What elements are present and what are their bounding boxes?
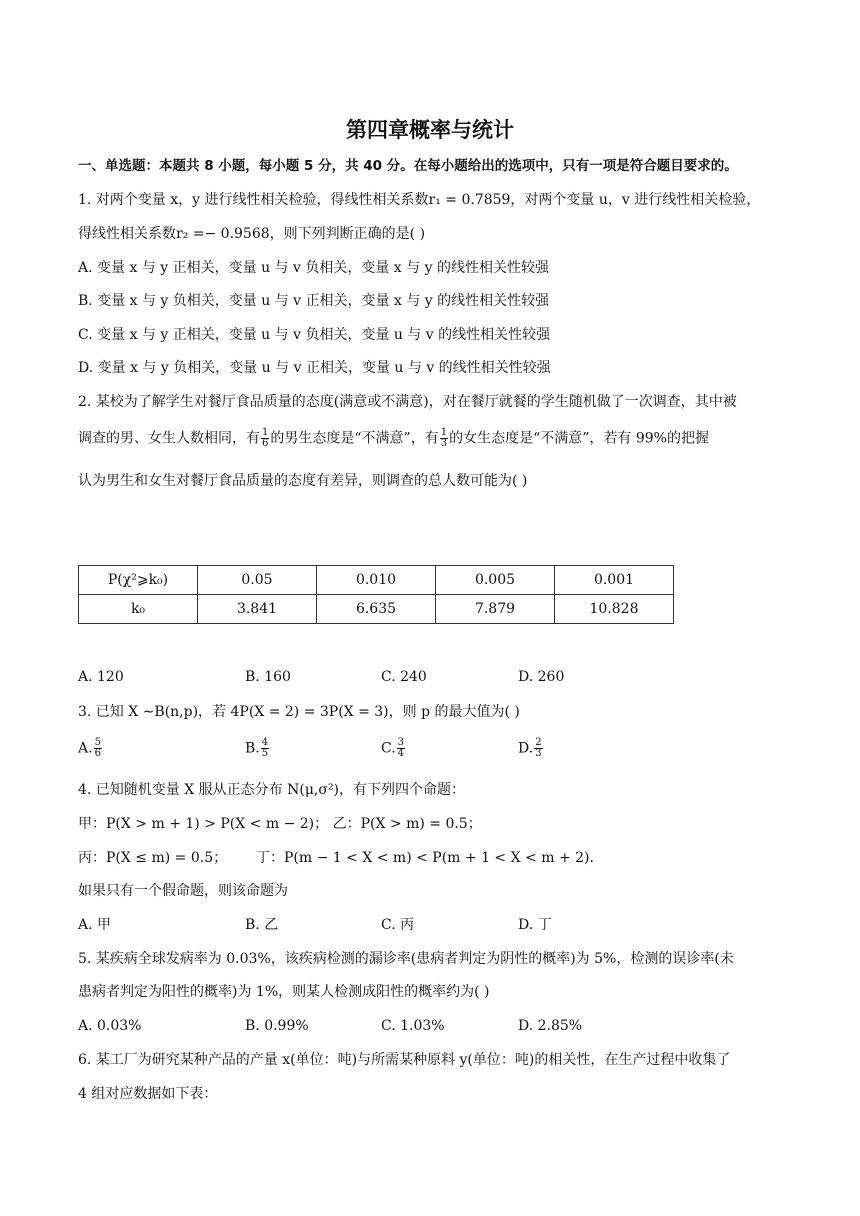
q2-text-b: 的男生态度是“不满意”，有 [270,430,439,447]
q6-stem-line1: 6. 某工厂为研究某种产品的产量 x(单位：吨)与所需某种原料 y(单位：吨)的相关性，在生产过程中收集了 [78,1052,731,1068]
fraction-one-sixth: $\frac{1}{6}$ [262,427,269,449]
q4-proposition-jia-yi: 甲：P(X > m + 1) > P(X < m − 2)； 乙：P(X > m) = 0.5； [78,816,482,832]
q1-option-d: D. 变量 x 与 y 负相关，变量 u 与 v 正相关，变量 u 与 v 的线性相关性较强 [78,360,551,376]
table-cell: k₀ [79,595,198,624]
q1-stem-line2: 得线性相关系数r₂ =− 0.9568，则下列判断正确的是( ) [78,226,426,242]
q4-proposition-ding: 丁：P(m − 1 < X < m) < P(m + 1 < X < m + 2). [256,850,594,866]
table-row [79,566,674,595]
table-cell: 10.828 [555,595,674,624]
section-heading: 一、单选题：本题共 8 小题，每小题 5 分，共 40 分。在每小题给出的选项中，只有一项是符合题目要求的。 [78,158,738,174]
chi-square-table [78,565,674,624]
table-cell: 7.879 [436,595,555,624]
q4-question: 如果只有一个假命题，则该命题为 [78,883,288,899]
q5-stem-line1: 5. 某疾病全球发病率为 0.03%，该疾病检测的漏诊率(患病者判定为阴性的概率)为 5%，检测的误诊率(未 [78,951,734,967]
q5-stem-line2: 患病者判定为阳性的概率)为 1%，则某人检测成阳性的概率约为( ) [78,984,490,1000]
q4-option-b: B. 乙 [245,917,279,933]
q3-options [78,738,778,766]
q5-option-d: D. 2.85% [518,1018,583,1034]
q4-option-c: C. 丙 [381,917,415,933]
q2-option-a: A. 120 [78,669,124,685]
q5-option-a: A. 0.03% [78,1018,142,1034]
table-cell: 0.05 [198,566,317,595]
q6-stem-line2: 4 组对应数据如下表： [78,1086,218,1102]
q3-option-d: D. $\frac{2}{3}$ [518,737,542,759]
q4-option-d: D. 丁 [518,917,552,933]
q5-option-b: B. 0.99% [245,1018,309,1034]
q4-proposition-bing: 丙：P(X ≤ m) = 0.5； [78,850,228,866]
table-cell: 0.001 [555,566,674,595]
q3-stem: 3. 已知 X ∼B(n,p)，若 4P(X = 2) = 3P(X = 3)，则 p 的最大值为( ) [78,704,520,720]
q1-option-b: B. 变量 x 与 y 负相关，变量 u 与 v 正相关，变量 x 与 y 的线性相关性较强 [78,293,550,309]
q5-options [78,1016,778,1036]
q2-stem-line2 [78,428,709,449]
q4-option-a: A. 甲 [78,917,112,933]
q3-option-c: C. $\frac{3}{4}$ [381,737,405,759]
q3-option-a: A. $\frac{5}{6}$ [78,737,101,759]
q2-option-b: B. 160 [245,669,291,685]
fraction-one-third: $\frac{1}{3}$ [440,427,448,449]
q4-stem: 4. 已知随机变量 X 服从正态分布 N(μ,σ²)，有下列四个命题： [78,782,466,798]
q3-option-b: B. $\frac{4}{5}$ [245,737,269,759]
q2-option-c: C. 240 [381,669,427,685]
q2-options [78,667,778,687]
table-cell: 3.841 [198,595,317,624]
q2-text-c: 的女生态度是“不满意”，若有 99%的把握 [449,430,709,447]
q2-stem-line3: 认为男生和女生对餐厅食品质量的态度有差异，则调查的总人数可能为( ) [78,473,528,489]
table-row [79,595,674,624]
q1-option-c: C. 变量 x 与 y 正相关，变量 u 与 v 负相关，变量 u 与 v 的线性相关性较强 [78,327,551,343]
q1-option-a: A. 变量 x 与 y 正相关，变量 u 与 v 负相关，变量 x 与 y 的线性相关性较强 [78,260,549,276]
q5-option-c: C. 1.03% [381,1018,445,1034]
table-cell: 0.010 [317,566,436,595]
q2-text-a: 调查的男、女生人数相同，有 [78,430,260,447]
q1-stem-line1: 1. 对两个变量 x，y 进行线性相关检验，得线性相关系数r₁ = 0.7859，对两个变量 u，v 进行线性相关检验， [78,192,761,208]
q2-stem-line1: 2. 某校为了解学生对餐厅食品质量的态度(满意或不满意)，对在餐厅就餐的学生随机做了一次调查，其中被 [78,394,737,410]
q2-option-d: D. 260 [518,669,565,685]
table-cell: 0.005 [436,566,555,595]
q4-options [78,915,778,935]
page-title: 第四章概率与统计 [346,118,514,142]
table-cell: 6.635 [317,595,436,624]
table-cell: P(χ²⩾k₀) [79,566,198,595]
